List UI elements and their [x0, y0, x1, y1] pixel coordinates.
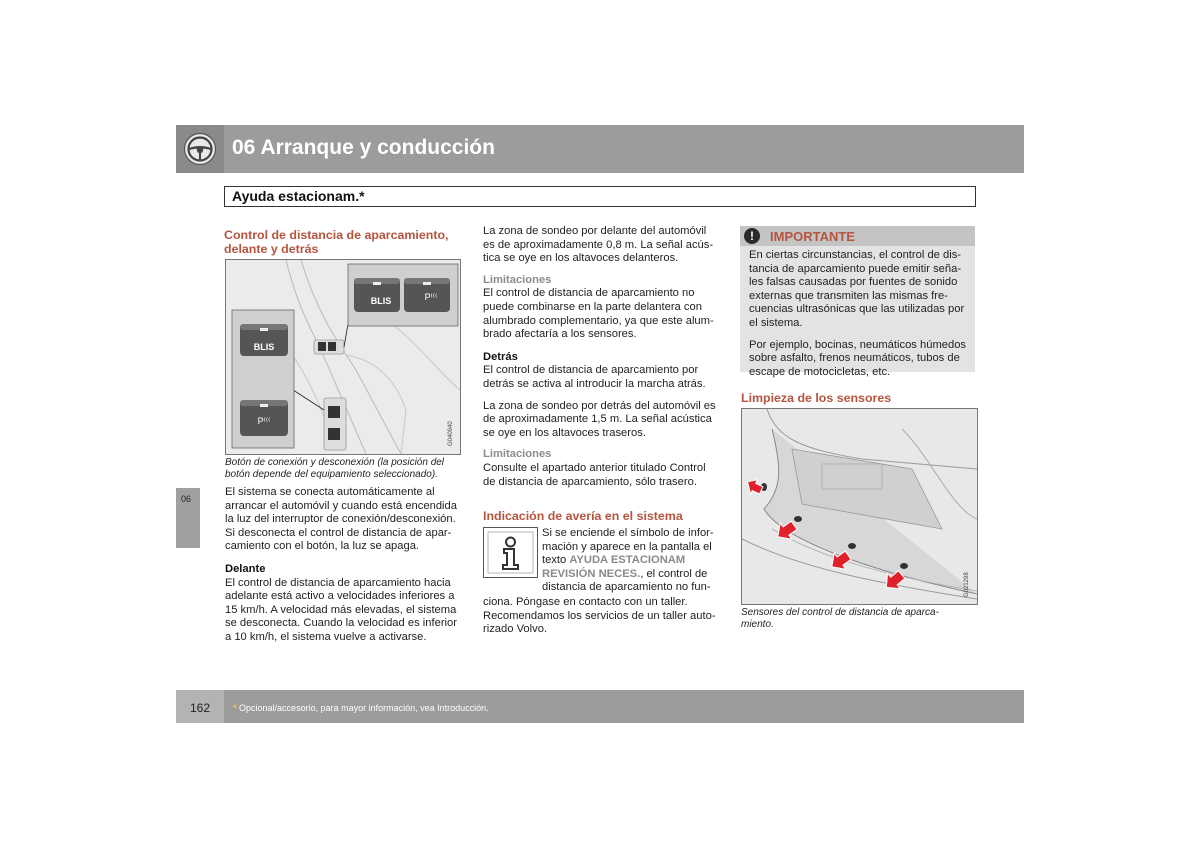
figure-code: G040940: [448, 421, 454, 446]
cleaning-heading: Limpieza de los sensores: [741, 391, 892, 405]
footnote-text: Opcional/accesorio, para mayor información, vea Introducción.: [239, 703, 489, 713]
important-body: [749, 249, 973, 387]
text-line: Si se enciende el símbolo de infor-: [542, 527, 714, 539]
text-line: El sistema se conecta automáticamente al: [225, 486, 435, 498]
text-line: [542, 554, 722, 568]
paragraph: [483, 364, 723, 391]
subheading-limitations: Limitaciones: [483, 448, 552, 461]
text-line: Consulte el apartado anterior titulado Control: [483, 461, 706, 474]
chapter-title: 06 Arranque y conducción: [232, 136, 495, 159]
text-line: El control de distancia de aparcamiento por: [483, 364, 699, 377]
figure-code: G021298: [964, 572, 970, 597]
text-line: Por ejemplo, bocinas, neumáticos húmedos: [749, 338, 967, 351]
fault-heading: Indicación de avería en el sistema: [483, 509, 683, 523]
paragraph: [225, 577, 465, 645]
text-line: detrás se activa al introducir la marcha atrás.: [483, 377, 706, 390]
blis-button-top-label: BLIS: [370, 296, 392, 306]
text-line: rizado Volvo.: [483, 623, 548, 636]
info-icon: [483, 527, 538, 578]
text-line: En ciertas circunstancias, el control de dis-: [749, 249, 962, 261]
text-line: tancia de aparcamiento puede emitir seña-: [749, 262, 962, 275]
text-line: arrancar el automóvil y cuando está encendida: [225, 499, 457, 512]
text-line: les falsas causadas por fuentes de sonido: [749, 276, 958, 289]
text-line: tica se oye en los altavoces delanteros.: [483, 252, 679, 265]
subheading-limitations: Limitaciones: [483, 273, 552, 286]
text-fragment: , el control de: [640, 567, 708, 580]
column-2-body: [483, 225, 723, 497]
text-line: distancia de aparcamiento no fun-: [542, 581, 711, 594]
text-line: La zona de sondeo por detrás del automóvil es: [483, 399, 716, 412]
text-line: el sistema.: [749, 316, 803, 329]
heading-line: Control de distancia de aparcamiento,: [224, 228, 449, 242]
subheading-front: Delante: [225, 562, 266, 575]
caption-line: Botón de conexión y desconexión (la posición del: [225, 457, 445, 468]
text-line: de aproximadamente 1,5 m. La señal acústica: [483, 413, 712, 426]
text-line: escape de motocicletas, etc.: [749, 365, 891, 378]
parking-button-side-label: P⁽⁽⁽: [257, 416, 271, 426]
text-line: El control de distancia de aparcamiento no: [483, 287, 695, 300]
text-line: sobre asfalto, frenos neumáticos, tubos de: [749, 352, 960, 365]
paragraph: [483, 462, 723, 489]
page-number: 162: [190, 701, 211, 715]
paragraph: [749, 249, 973, 331]
text-line: adelante está activo a velocidades inferiores a: [225, 590, 455, 603]
column-1-heading: [224, 228, 464, 262]
text-line: La zona de sondeo por delante del automóvil: [483, 225, 707, 237]
text-line: [542, 568, 722, 582]
figure-caption: [225, 457, 465, 481]
chapter-side-tab-label: 06: [181, 494, 192, 504]
text-line: de distancia de aparcamiento, sólo trasero.: [483, 475, 697, 488]
display-message: REVISIÓN NECES.: [542, 567, 641, 580]
text-line: puede combinarse en la parte delantera con: [483, 300, 702, 313]
text-line: la luz del interruptor de conexión/desconexión.: [225, 513, 456, 526]
caption-line: Sensores del control de distancia de aparca-: [741, 607, 939, 618]
text-line: Recomendamos los servicios de un taller auto-: [483, 609, 716, 622]
fault-text-right: [542, 527, 722, 595]
caption-line: botón depende del equipamiento seleccionado).: [225, 469, 438, 480]
text-line: El control de distancia de aparcamiento hacia: [225, 576, 451, 589]
important-title: IMPORTANTE: [770, 229, 855, 244]
text-fragment: texto: [542, 554, 567, 567]
text-line: se desconecta. Cuando la velocidad es inferior: [225, 617, 457, 630]
blis-button-side-label: BLIS: [253, 342, 275, 352]
paragraph: [749, 339, 973, 380]
fault-text-bottom: [483, 596, 723, 637]
paragraph: [483, 287, 723, 341]
text-line: es de aproximadamente 0,8 m. La señal acús-: [483, 238, 714, 251]
paragraph: [483, 225, 723, 266]
caption-line: miento.: [741, 619, 774, 630]
text-line: se oye en los altavoces traseros.: [483, 426, 646, 439]
display-message: AYUDA ESTACIONAM: [569, 554, 686, 567]
text-line: cuencias ultrasónicas que las utilizadas por: [749, 303, 965, 316]
warning-icon: !: [744, 228, 760, 244]
sensors-figure: [741, 408, 978, 605]
text-line: Si desconecta el control de distancia de apar-: [225, 526, 452, 539]
footer-note: [233, 703, 489, 713]
paragraph: [483, 400, 723, 441]
text-line: mación y aparece en la pantalla el: [542, 540, 712, 553]
text-line: ciona. Póngase en contacto con un taller.: [483, 596, 688, 608]
text-line: brado afectaría a los sensores.: [483, 328, 637, 341]
text-line: 15 km/h. A velocidad más elevadas, el sistema: [225, 603, 457, 616]
text-line: alumbrado complementario, ya que este alum-: [483, 314, 714, 327]
parking-button-figure: [225, 259, 461, 455]
heading-line: delante y detrás: [224, 242, 319, 256]
text-line: a 10 km/h, el sistema vuelve a activarse.: [225, 630, 427, 643]
text-line: camiento con el botón, la luz se apaga.: [225, 540, 420, 553]
text-line: externas que transmiten las mismas fre-: [749, 289, 948, 302]
footnote-star: *: [233, 703, 237, 713]
parking-button-top-label: P⁽⁽⁽: [424, 292, 438, 302]
paragraph: [225, 486, 465, 554]
figure-caption: [741, 607, 976, 631]
rear-bumper-illustration: [742, 409, 977, 604]
section-title: Ayuda estacionam.*: [232, 188, 365, 204]
subheading-rear: Detrás: [483, 350, 518, 363]
steering-wheel-icon: [183, 132, 217, 166]
column-1-body: [225, 486, 465, 653]
